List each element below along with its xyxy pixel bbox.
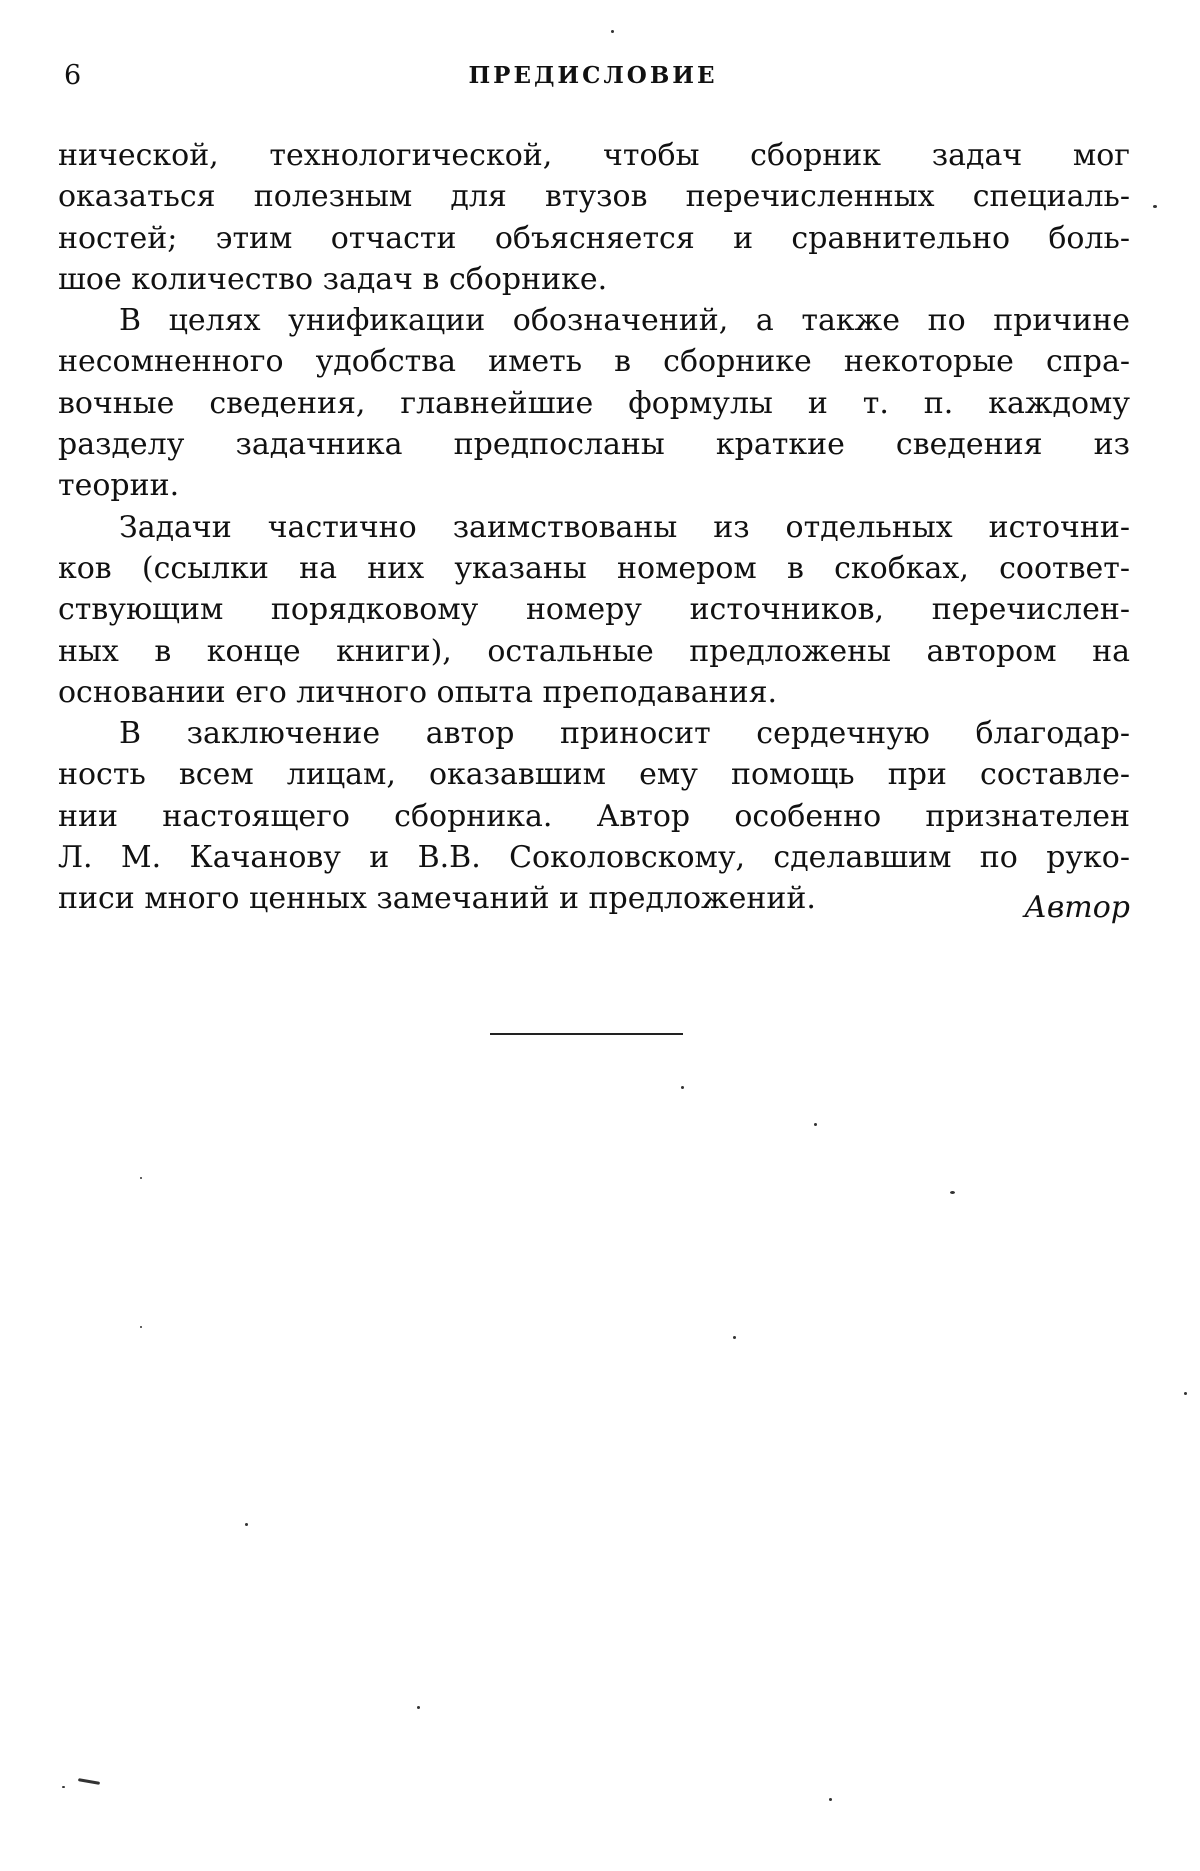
text-line: теории. xyxy=(58,468,180,504)
text-line: писи много ценных замечаний и предложений. xyxy=(58,881,816,917)
scan-speck xyxy=(62,1786,65,1788)
text-line: В целях унификации обозначений, а также по причине xyxy=(119,303,1130,339)
scan-speck xyxy=(245,1523,248,1526)
text-line: ных в конце книги), остальные предложены автором на xyxy=(58,633,1130,669)
running-title: ПРЕДИСЛОВИЕ xyxy=(468,62,718,89)
scan-speck xyxy=(140,1177,142,1179)
scan-speck xyxy=(950,1191,955,1194)
scan-speck xyxy=(78,1778,100,1785)
paragraph-2 xyxy=(58,300,1130,506)
text-line: ков (ссылки на них указаны номером в скобках, соответ- xyxy=(58,550,1130,586)
scan-speck xyxy=(140,1326,142,1328)
paragraph-4 xyxy=(58,713,1130,919)
page-header xyxy=(58,56,1128,96)
scan-speck xyxy=(814,1123,817,1126)
scan-speck xyxy=(1184,1392,1187,1395)
text-line: разделу задачника предпосланы краткие сведения из xyxy=(58,427,1130,463)
text-line: ностей; этим отчасти объясняется и сравнительно боль- xyxy=(58,220,1130,256)
scan-speck xyxy=(733,1336,736,1339)
text-line: ность всем лицам, оказавшим ему помощь при составле- xyxy=(58,757,1130,793)
scan-speck xyxy=(1153,205,1157,208)
text-line: нической, технологической, чтобы сборник задач мог xyxy=(58,138,1130,173)
scan-speck xyxy=(611,30,614,33)
text-line: Задачи частично заимствованы из отдельных источни- xyxy=(119,509,1130,545)
text-line: основании его личного опыта преподавания. xyxy=(58,674,778,710)
text-line: несомненного удобства иметь в сборнике некоторые спра- xyxy=(58,344,1130,380)
author-signature: Автор xyxy=(1024,890,1130,925)
scan-speck xyxy=(681,1086,684,1089)
text-line: шое количество задач в сборнике. xyxy=(58,261,608,297)
scan-speck xyxy=(417,1706,420,1709)
section-end-rule xyxy=(490,1033,683,1035)
text-line: нии настоящего сборника. Автор особенно признателен xyxy=(58,798,1130,834)
text-line: Л. М. Качанову и В.В. Соколовскому, сделавшим по руко- xyxy=(58,840,1130,876)
paragraph-3 xyxy=(58,507,1130,713)
text-line: вочные сведения, главнейшие формулы и т. п. каждому xyxy=(58,385,1130,421)
text-line: В заключение автор приносит сердечную благодар- xyxy=(119,716,1130,752)
scan-speck xyxy=(829,1798,832,1801)
preface-body xyxy=(58,135,1130,920)
page-number: 6 xyxy=(64,60,82,91)
text-line: ствующим порядковому номеру источников, перечислен- xyxy=(58,592,1130,628)
paragraph-1 xyxy=(58,135,1130,300)
text-line: оказаться полезным для втузов перечисленных специаль- xyxy=(58,179,1130,215)
